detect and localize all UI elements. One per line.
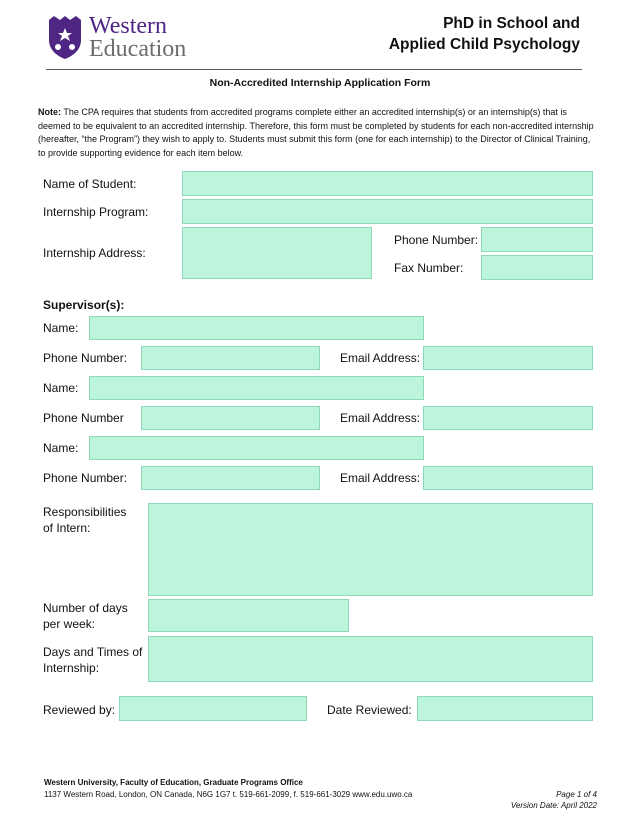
internship-address-field[interactable]: [182, 227, 372, 279]
label-supervisor3-name: Name:: [43, 441, 79, 455]
label-reviewed-by: Reviewed by:: [43, 703, 116, 717]
label-days-times: [43, 644, 142, 676]
logo-wordmark-education: Education: [89, 36, 187, 62]
label-supervisor1-email: Email Address:: [340, 351, 421, 365]
internship-fax-field[interactable]: [481, 255, 593, 280]
label-supervisor1-name: Name:: [43, 321, 79, 335]
note-paragraph: [38, 106, 600, 160]
supervisor1-email-field[interactable]: [423, 346, 593, 370]
header-divider: [46, 69, 582, 70]
days-times-field[interactable]: [148, 636, 593, 682]
internship-program-field[interactable]: [182, 199, 593, 224]
supervisor3-name-field[interactable]: [89, 436, 424, 460]
label-internship-fax: Fax Number:: [394, 261, 464, 275]
label-times-line1: Days and Times of: [43, 645, 143, 659]
program-title: [389, 13, 580, 55]
responsibilities-field[interactable]: [148, 503, 593, 596]
label-times-line2: Internship:: [43, 661, 100, 675]
label-responsibilities-line1: Responsibilities: [43, 505, 127, 519]
supervisor1-name-field[interactable]: [89, 316, 424, 340]
footer-page-number: Page 1 of 4: [556, 790, 597, 799]
footer-version-date: Version Date: April 2022: [510, 801, 597, 810]
student-name-field[interactable]: [182, 171, 593, 196]
label-supervisor3-email: Email Address:: [340, 471, 421, 485]
days-per-week-field[interactable]: [148, 599, 349, 632]
label-responsibilities: [43, 504, 126, 536]
label-supervisor3-phone: Phone Number:: [43, 471, 128, 485]
internship-phone-field[interactable]: [481, 227, 593, 252]
supervisor3-phone-field[interactable]: [141, 466, 320, 490]
supervisors-heading: Supervisor(s):: [43, 298, 125, 312]
label-days-line2: per week:: [43, 617, 96, 631]
reviewed-by-field[interactable]: [119, 696, 307, 721]
label-supervisor2-phone: Phone Number: [43, 411, 124, 425]
footer-organization: Western University, Faculty of Education, Graduate Programs Office: [44, 778, 303, 787]
footer-address: 1137 Western Road, London, ON Canada, N6G 1G7 t. 519-661-2099, f. 519-661-3029 www.edu.uwo.ca: [44, 790, 413, 799]
supervisor2-phone-field[interactable]: [141, 406, 320, 430]
label-responsibilities-line2: of Intern:: [43, 521, 91, 535]
supervisor1-phone-field[interactable]: [141, 346, 320, 370]
label-internship-phone: Phone Number:: [394, 233, 479, 247]
form-title: Non-Accredited Internship Application Form: [209, 77, 431, 89]
label-days-line1: Number of days: [43, 601, 128, 615]
date-reviewed-field[interactable]: [417, 696, 593, 721]
supervisor3-email-field[interactable]: [423, 466, 593, 490]
note-label: Note:: [38, 107, 61, 117]
note-text: The CPA requires that students from accredited programs complete either an accredited internship(s) or an internship(s) that is deemed to be equivalent to an accredited internship. Therefore, this form must be completed by students for each non-accredited internship (hereafter, “the Program”) they wish to apply to. Students must submit this form (one for each internship) to the Director of Clinical Training, to provide supporting evidence for each item below.: [38, 107, 594, 158]
label-internship-program: Internship Program:: [43, 205, 149, 219]
label-supervisor2-email: Email Address:: [340, 411, 421, 425]
logo-wordmark-western: Western: [89, 13, 168, 39]
program-title-line1: PhD in School and: [443, 15, 580, 32]
label-student-name: Name of Student:: [43, 177, 137, 191]
program-title-line2: Applied Child Psychology: [388, 36, 580, 53]
crest-icon: [46, 14, 84, 60]
supervisor2-email-field[interactable]: [423, 406, 593, 430]
label-days-per-week: [43, 600, 128, 632]
label-date-reviewed: Date Reviewed:: [327, 703, 412, 717]
label-supervisor1-phone: Phone Number:: [43, 351, 128, 365]
label-internship-address: Internship Address:: [43, 246, 146, 260]
supervisor2-name-field[interactable]: [89, 376, 424, 400]
label-supervisor2-name: Name:: [43, 381, 79, 395]
university-logo: [44, 14, 214, 64]
